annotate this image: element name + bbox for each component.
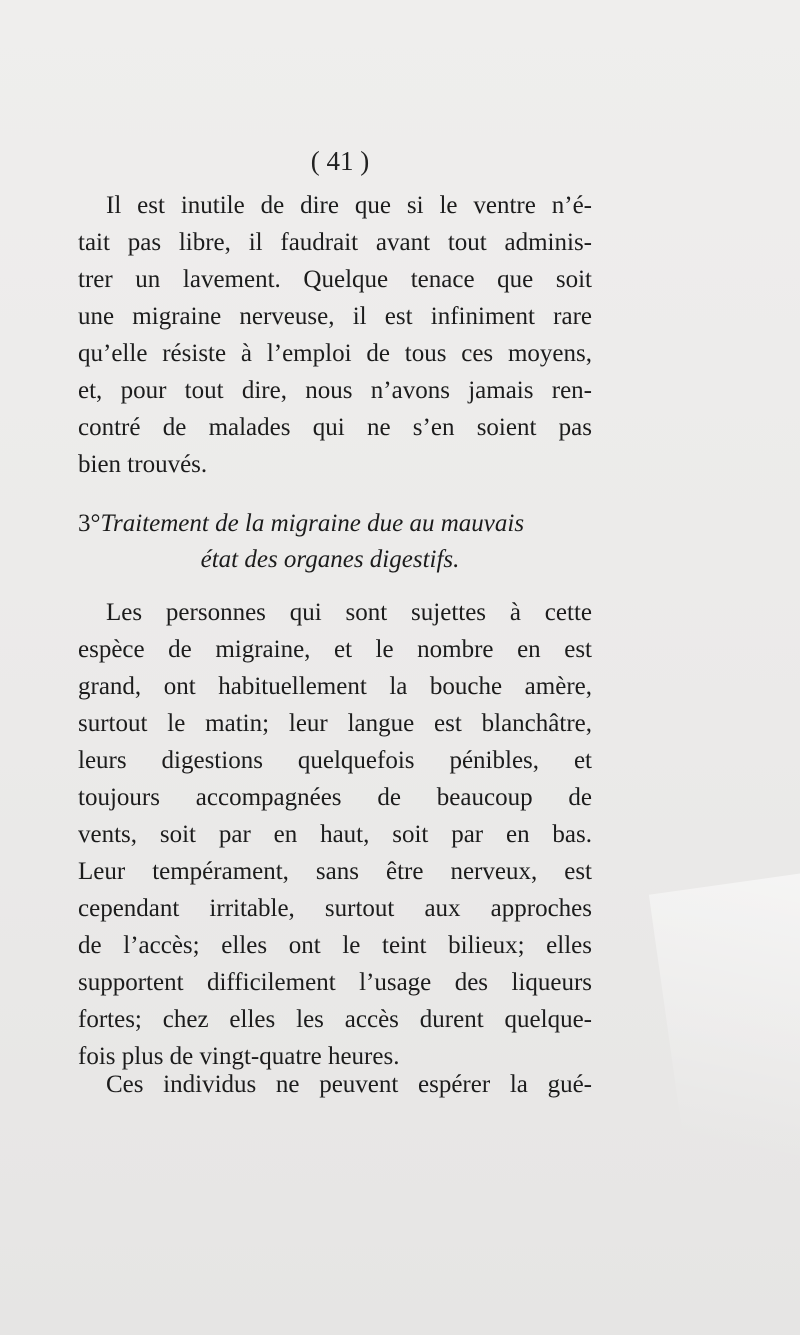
text-line: qu’elle résiste à l’emploi de tous ces moyens, — [78, 340, 592, 367]
text-line: vents, soit par en haut, soit par en bas. — [78, 821, 592, 848]
page-fold-shadow — [649, 870, 800, 1335]
text-line: leurs digestions quelquefois pénibles, et — [78, 747, 592, 774]
text-line: et, pour tout dire, nous n’avons jamais ren- — [78, 377, 592, 404]
section-heading — [78, 506, 592, 578]
text-line: cependant irritable, surtout aux approches — [78, 895, 592, 922]
page-number: ( 41 ) — [310, 146, 370, 176]
heading-line-2: état des organes digestifs. — [200, 546, 460, 573]
text-line: Ces individus ne peuvent espérer la gué- — [106, 1071, 592, 1098]
text-line: trer un lavement. Quelque tenace que soit — [78, 266, 592, 293]
text-line: tait pas libre, il faudrait avant tout adminis- — [78, 229, 592, 256]
text-line: de l’accès; elles ont le teint bilieux; elles — [78, 932, 592, 959]
section-number: 3° — [78, 510, 101, 537]
text-line: Leur tempérament, sans être nerveux, est — [78, 858, 592, 885]
text-line: espèce de migraine, et le nombre en est — [78, 636, 592, 663]
text-line: toujours accompagnées de beaucoup de — [78, 784, 592, 811]
text-line: une migraine nerveuse, il est infiniment rare — [78, 303, 592, 330]
text-line: Les personnes qui sont sujettes à cette — [106, 599, 592, 626]
text-line: grand, ont habituellement la bouche amère, — [78, 673, 592, 700]
heading-line-1 — [78, 506, 592, 542]
text-line: fortes; chez elles les accès durent quelque- — [78, 1006, 592, 1033]
text-line: fois plus de vingt-quatre heures. — [78, 1043, 400, 1070]
paragraph-2 — [78, 594, 592, 1075]
text-line: Il est inutile de dire que si le ventre n’é- — [106, 192, 592, 219]
text-line: surtout le matin; leur langue est blanchâtre, — [78, 710, 592, 737]
paragraph-1 — [78, 187, 592, 483]
text-line: contré de malades qui ne s’en soient pas — [78, 414, 592, 441]
paragraph-3 — [78, 1066, 592, 1103]
text-line: supportent difficilement l’usage des liqueurs — [78, 969, 592, 996]
text-line: bien trouvés. — [78, 451, 208, 478]
heading-title: Traitement de la migraine due au mauvais — [100, 510, 525, 537]
